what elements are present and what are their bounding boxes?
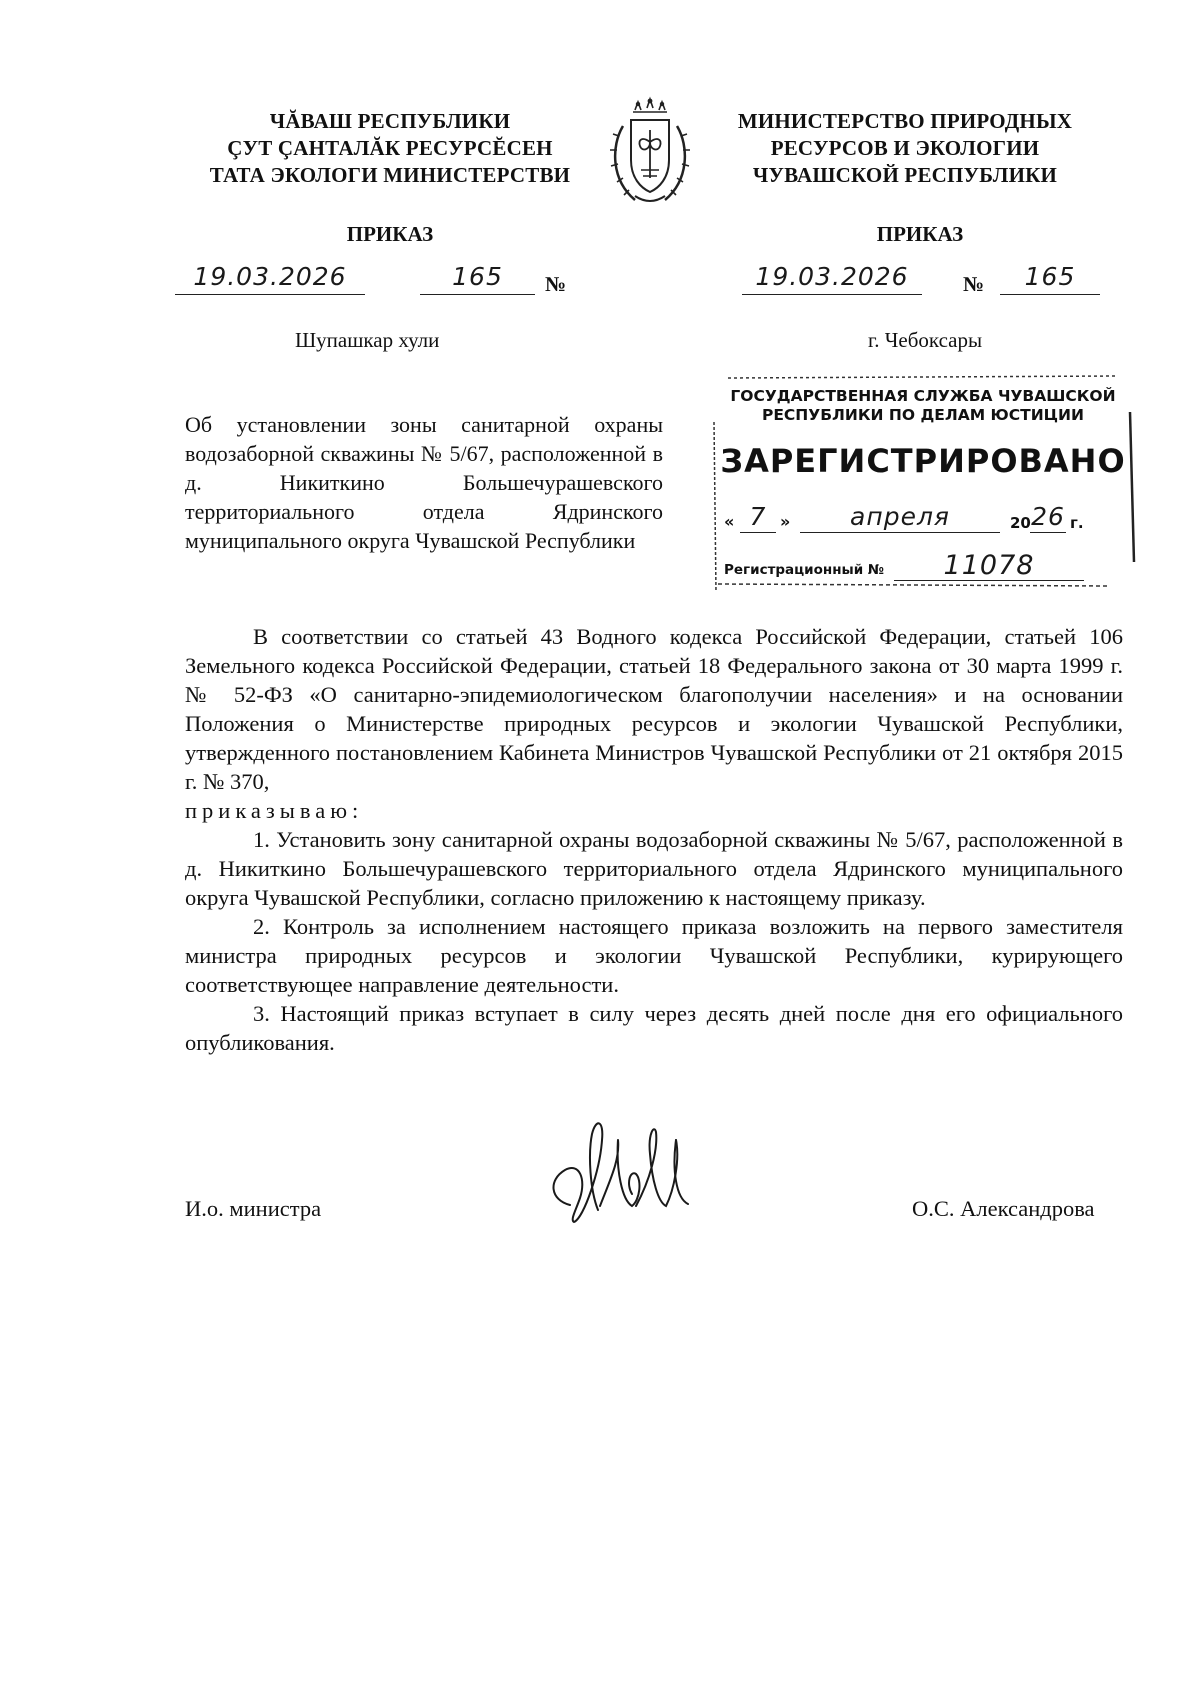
right-place: г. Чебоксары [868,328,983,352]
signatory-name: О.С. Александрова [912,1196,1095,1221]
stamp-year-suffix: 26 [1031,502,1065,531]
header-left-line-3: ТАТА ЭКОЛОГИ МИНИСТЕРСТВИ [209,163,571,187]
order-label-left: ПРИКАЗ [346,222,434,246]
body-item-1: 1. Установить зону санитарной охраны водозаборной скважины № 5/67, расположенной в д. Никиткино Большечурашевского территориального отдела Ядринского муниципального округа Чувашской Республики, согласно приложению к настоящему приказу. [185,827,1123,910]
header-left-line-1: ЧĂВАШ РЕСПУБЛИКИ [269,109,511,133]
handwritten-signature-icon [540,1110,710,1240]
stamp-year-prefix: 20 [1010,514,1031,532]
order-label-right: ПРИКАЗ [876,222,964,246]
stamp-reg-row [724,550,1134,584]
registration-stamp [708,372,1138,594]
stamp-year-letter: г. [1070,514,1084,532]
stamp-month: апреля [800,502,1000,533]
header-right-line-1: МИНИСТЕРСТВО ПРИРОДНЫХ [737,109,1073,133]
body-order-word: приказываю: [185,798,364,823]
stamp-quote-close: » [780,512,791,531]
stamp-registered: ЗАРЕГИСТРИРОВАНО [720,442,1126,480]
left-order-number: 165 [420,262,535,295]
header-left-line-2: ÇУТ ÇАНТАЛĂК РЕСУРСĔСЕН [227,136,553,160]
header-right-line-3: ЧУВАШСКОЙ РЕСПУБЛИКИ [752,163,1058,187]
header-right-line-2: РЕСУРСОВ И ЭКОЛОГИИ [770,136,1040,160]
stamp-reg-label: Регистрационный № [724,562,885,578]
left-order-date: 19.03.2026 [175,262,365,295]
left-place: Шупашкар хули [295,328,440,352]
header-right [700,108,1110,189]
stamp-org-line-2: РЕСПУБЛИКИ ПО ДЕЛАМ ЮСТИЦИИ [761,406,1084,424]
document-title: Об установлении зоны санитарной охраны водозаборной скважины № 5/67, расположенной в д. Никиткино Большечурашевского территориального отдела Ядринского муниципального округа Чувашской Республики [185,412,663,553]
header-left [190,108,590,189]
right-order-date: 19.03.2026 [742,262,922,295]
right-number-sign: № [963,272,985,296]
body-item-3: 3. Настоящий приказ вступает в силу через десять дней после дня его официального опубликования. [185,1001,1123,1055]
stamp-quote-open: « [724,512,735,531]
coat-of-arms-icon [605,96,695,214]
left-number-sign: № [545,272,567,296]
stamp-reg-number: 11078 [894,550,1084,581]
signatory-position: И.о. министра [185,1196,322,1221]
stamp-date-row [724,502,1134,538]
stamp-day: 7 [740,502,776,533]
stamp-org-line-1: ГОСУДАРСТВЕННАЯ СЛУЖБА ЧУВАШСКОЙ [730,387,1116,405]
body-preamble: В соответствии со статьей 43 Водного кодекса Российской Федерации, статьей 106 Земельного кодекса Российской Федерации, статьей 18 Федерального закона от 30 марта 1999 г. № 52-ФЗ «О санитарно-эпидемиологическом благополучии населения» и на основании Положения о Министерстве природных ресурсов и экологии Чувашской Республики, утвержденного постановлением Кабинета Министров Чувашской Республики от 21 октября 2015 г. № 370, [185,624,1123,794]
right-order-number: 165 [1000,262,1100,295]
body-item-2: 2. Контроль за исполнением настоящего приказа возложить на первого заместителя министра природных ресурсов и экологии Чувашской Республики, курирующего соответствующее направление деятельности. [185,914,1123,997]
document-body [185,622,1123,1057]
